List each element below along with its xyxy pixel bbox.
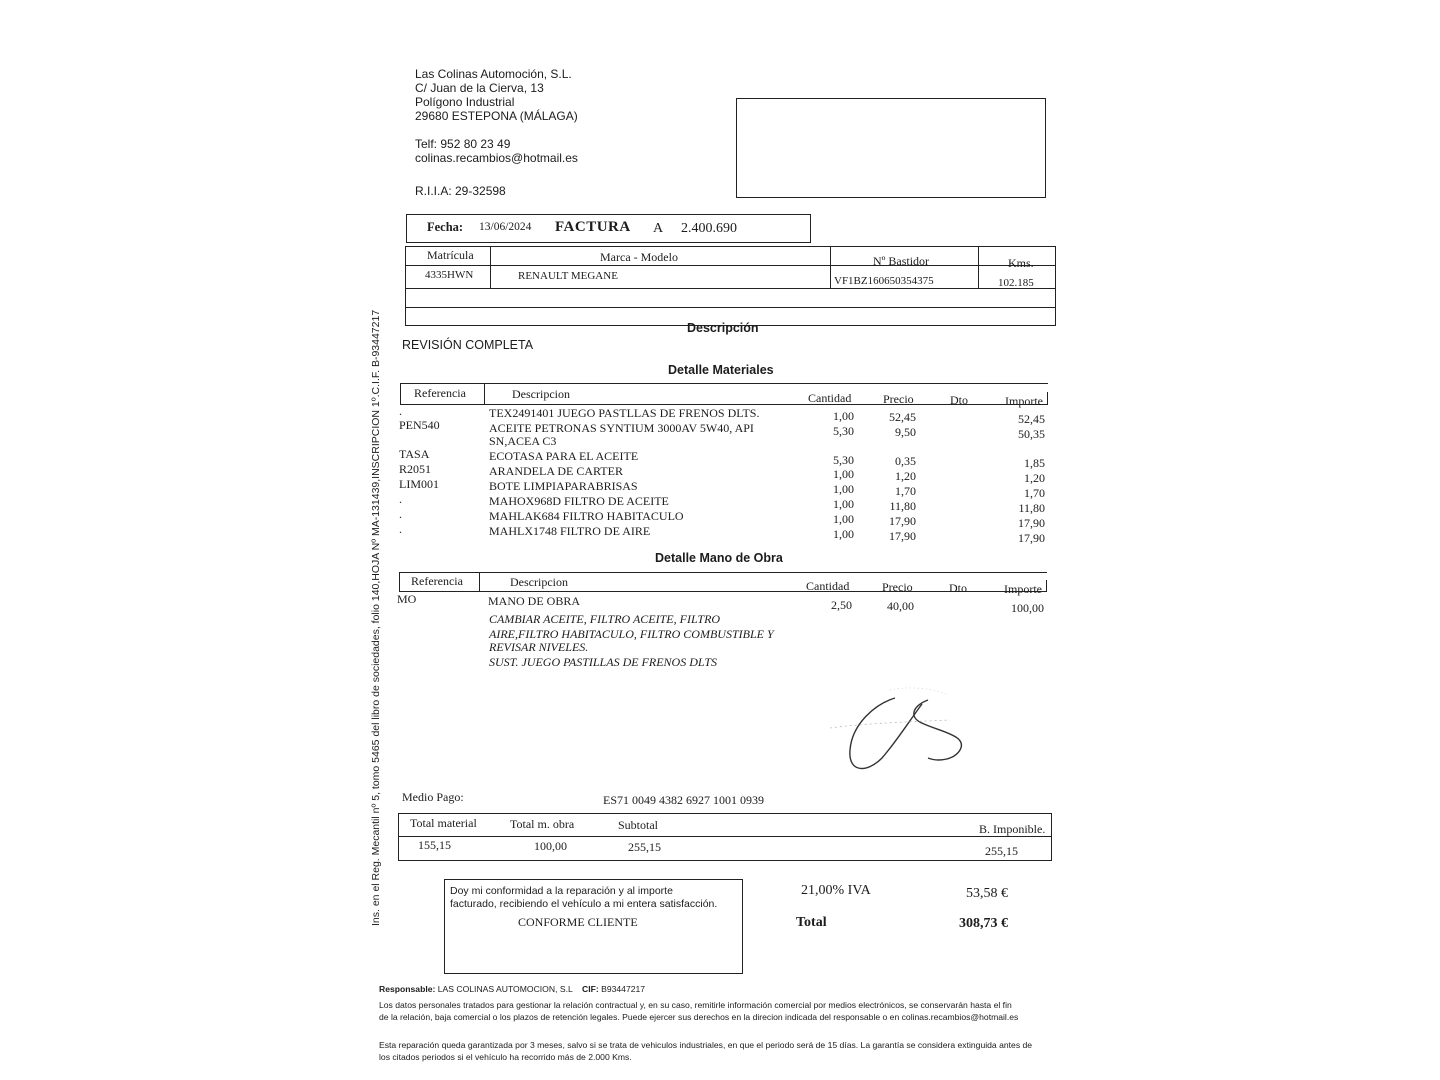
row-desc: TEX2491401 JUEGO PASTLLAS DE FRENOS DLTS. <box>489 406 760 420</box>
labor-header-dto: Dto <box>949 581 967 595</box>
row-cant: 1,00 <box>833 409 854 423</box>
cif-value: B93447217 <box>601 984 646 994</box>
row-ref: . <box>399 492 402 506</box>
materials-heading: Detalle Materiales <box>668 363 774 377</box>
row-desc: MAHOX968D FILTRO DE ACEITE <box>489 494 669 508</box>
totals-header-subtotal: Subtotal <box>618 818 659 832</box>
totals-table <box>398 813 1052 861</box>
invoice-series: A <box>653 221 664 236</box>
invoice-title-bar <box>406 214 811 243</box>
vehicle-plate: 4335HWN <box>425 269 474 281</box>
row-desc: ACEITE PETRONAS SYNTIUM 3000AV 5W40, API <box>489 421 754 435</box>
row-cant: 5,30 <box>833 453 854 467</box>
row-desc: ECOTASA PARA EL ACEITE <box>489 449 639 463</box>
vehicle-header-marca: Marca - Modelo <box>600 250 678 264</box>
vehicle-header-bastidor: Nº Bastidor <box>873 254 930 268</box>
row-desc: MAHLAK684 FILTRO HABITACULO <box>489 509 684 523</box>
registry-side-text: Ins. en el Reg. Mecantil nº 5, tomo 5465 del libro de sociedades, folio 140,HOJA Nº MA-131439,INSCRIPCION 1º.C.I.F. B-93447217 <box>370 309 382 926</box>
row-ref: . <box>399 507 402 521</box>
totals-header-base: B. Imponible. <box>979 822 1046 836</box>
company-area: Polígono Industrial <box>415 95 515 109</box>
labor-cant: 2,50 <box>831 598 852 612</box>
total-label: Total <box>796 915 827 930</box>
invoice-date: 13/06/2024 <box>479 221 532 233</box>
vehicle-model: RENAULT MEGANE <box>518 270 618 282</box>
row-ref: . <box>399 404 402 418</box>
row-cant: 1,00 <box>833 512 854 526</box>
total-value: 308,73 € <box>959 916 1008 931</box>
row-importe: 50,35 <box>1018 427 1045 441</box>
subtotal-value: 255,15 <box>628 840 661 854</box>
row-cant: 5,30 <box>833 424 854 438</box>
handwritten-signature <box>820 680 980 780</box>
row-precio: 11,80 <box>889 499 916 513</box>
row-precio: 1,20 <box>895 469 916 483</box>
vehicle-table <box>405 246 1056 326</box>
vehicle-header-matricula: Matrícula <box>427 248 474 262</box>
total-material-value: 155,15 <box>418 838 451 852</box>
labor-note: SUST. JUEGO PASTILLAS DE FRENOS DLTS <box>489 655 717 669</box>
invoice-title: FACTURA <box>555 219 631 235</box>
row-precio: 0,35 <box>895 454 916 468</box>
labor-header-cant: Cantidad <box>806 579 850 593</box>
row-ref: LIM001 <box>399 477 439 491</box>
row-importe: 1,20 <box>1024 471 1045 485</box>
company-city: 29680 ESTEPONA (MÁLAGA) <box>415 109 578 123</box>
row-precio: 17,90 <box>889 514 916 528</box>
row-cant: 1,00 <box>833 497 854 511</box>
labor-header-precio: Precio <box>882 580 913 594</box>
row-ref: TASA <box>399 447 430 461</box>
labor-note: REVISAR NIVELES. <box>489 640 589 654</box>
labor-precio: 40,00 <box>887 599 914 613</box>
row-importe: 1,85 <box>1024 456 1045 470</box>
cif-label: CIF: <box>581 984 599 994</box>
materials-header-dto: Dto <box>950 393 968 407</box>
privacy-line-2: de la relación, baja comercial o los plazos de retención legales. Puede ejercer sus derechos en la direcion indicada del responsable o en colinas.recambios@hotmail.es <box>379 1012 1019 1022</box>
materials-header-importe: Importe <box>1005 394 1043 408</box>
company-phone: Telf: 952 80 23 49 <box>415 137 511 151</box>
labor-note: AIRE,FILTRO HABITACULO, FILTRO COMBUSTIBLE Y <box>489 627 774 641</box>
conformity-label: CONFORME CLIENTE <box>518 915 638 929</box>
totals-header-material: Total material <box>410 816 477 830</box>
materials-header-ref: Referencia <box>414 386 466 400</box>
vehicle-vin: VF1BZ160650354375 <box>834 275 934 287</box>
conformity-line-1: Doy mi conformidad a la reparación y al importe <box>450 885 673 897</box>
iva-value: 53,58 € <box>966 886 1008 901</box>
row-desc-continued: SN,ACEA C3 <box>489 434 557 448</box>
materials-header-precio: Precio <box>883 392 914 406</box>
labor-header-importe: Importe <box>1004 582 1042 596</box>
labor-header-desc: Descripcion <box>510 575 568 589</box>
payment-iban: ES71 0049 4382 6927 1001 0939 <box>603 793 765 807</box>
row-importe: 17,90 <box>1018 516 1045 530</box>
totals-header-obra: Total m. obra <box>510 817 575 831</box>
materials-header-desc: Descripcion <box>512 387 570 401</box>
row-desc: MAHLX1748 FILTRO DE AIRE <box>489 524 651 538</box>
company-street: C/ Juan de la Cierva, 13 <box>415 81 544 95</box>
company-riia: R.I.I.A: 29-32598 <box>415 184 506 198</box>
warranty-line-2: los citados periodos si el vehículo ha recorrido más de 2.000 Kms. <box>379 1052 632 1062</box>
responsable-label: Responsable: <box>379 984 436 994</box>
row-importe: 17,90 <box>1018 531 1045 545</box>
row-desc: BOTE LIMPIAPARABRISAS <box>489 479 638 493</box>
row-ref: R2051 <box>399 462 432 476</box>
row-desc: ARANDELA DE CARTER <box>489 464 623 478</box>
customer-address-box <box>736 98 1046 198</box>
labor-header-ref: Referencia <box>411 574 463 588</box>
labor-ref: MO <box>397 592 417 606</box>
row-importe: 52,45 <box>1018 412 1045 426</box>
materials-header-cant: Cantidad <box>808 391 852 405</box>
base-imponible-value: 255,15 <box>985 844 1018 858</box>
labor-desc: MANO DE OBRA <box>488 594 581 608</box>
row-cant: 1,00 <box>833 482 854 496</box>
row-precio: 52,45 <box>889 410 916 424</box>
vehicle-header-kms: Kms. <box>1008 256 1034 270</box>
payment-label: Medio Pago: <box>402 790 464 804</box>
row-precio: 1,70 <box>895 484 916 498</box>
row-importe: 11,80 <box>1018 501 1045 515</box>
labor-note: CAMBIAR ACEITE, FILTRO ACEITE, FILTRO <box>489 612 721 626</box>
date-label: Fecha: <box>427 220 464 234</box>
conformity-line-2: facturado, recibiendo el vehículo a mi entera satisfacción. <box>450 898 718 910</box>
row-precio: 17,90 <box>889 529 916 543</box>
conformity-box <box>444 879 743 974</box>
company-name: Las Colinas Automoción, S.L. <box>415 67 572 81</box>
row-importe: 1,70 <box>1024 486 1045 500</box>
invoice-number: 2.400.690 <box>681 221 737 236</box>
warranty-line-1: Esta reparación queda garantizada por 3 meses, salvo si se trata de vehiculos industriales, en que el periodo será de 15 días. La garantía se considera extinguida antes de <box>379 1040 1033 1050</box>
total-obra-value: 100,00 <box>534 839 567 853</box>
row-precio: 9,50 <box>895 425 916 439</box>
row-ref: . <box>399 522 402 536</box>
row-cant: 1,00 <box>833 467 854 481</box>
company-email: colinas.recambios@hotmail.es <box>415 151 578 165</box>
iva-label: 21,00% IVA <box>801 883 871 898</box>
labor-importe: 100,00 <box>1011 601 1044 615</box>
row-ref: PEN540 <box>399 418 440 432</box>
description-text: REVISIÓN COMPLETA <box>402 338 534 352</box>
responsable-name: LAS COLINAS AUTOMOCION, S.L <box>437 984 573 994</box>
privacy-line-1: Los datos personales tratados para gestionar la relación contractual y, en su caso, remitirle información comercial por medios electrónicos, se conservarán hasta el fin <box>379 1000 1012 1010</box>
labor-heading: Detalle Mano de Obra <box>655 551 783 565</box>
vehicle-kms: 102.185 <box>998 277 1034 289</box>
description-heading: Descripción <box>687 321 759 335</box>
row-cant: 1,00 <box>833 527 854 541</box>
